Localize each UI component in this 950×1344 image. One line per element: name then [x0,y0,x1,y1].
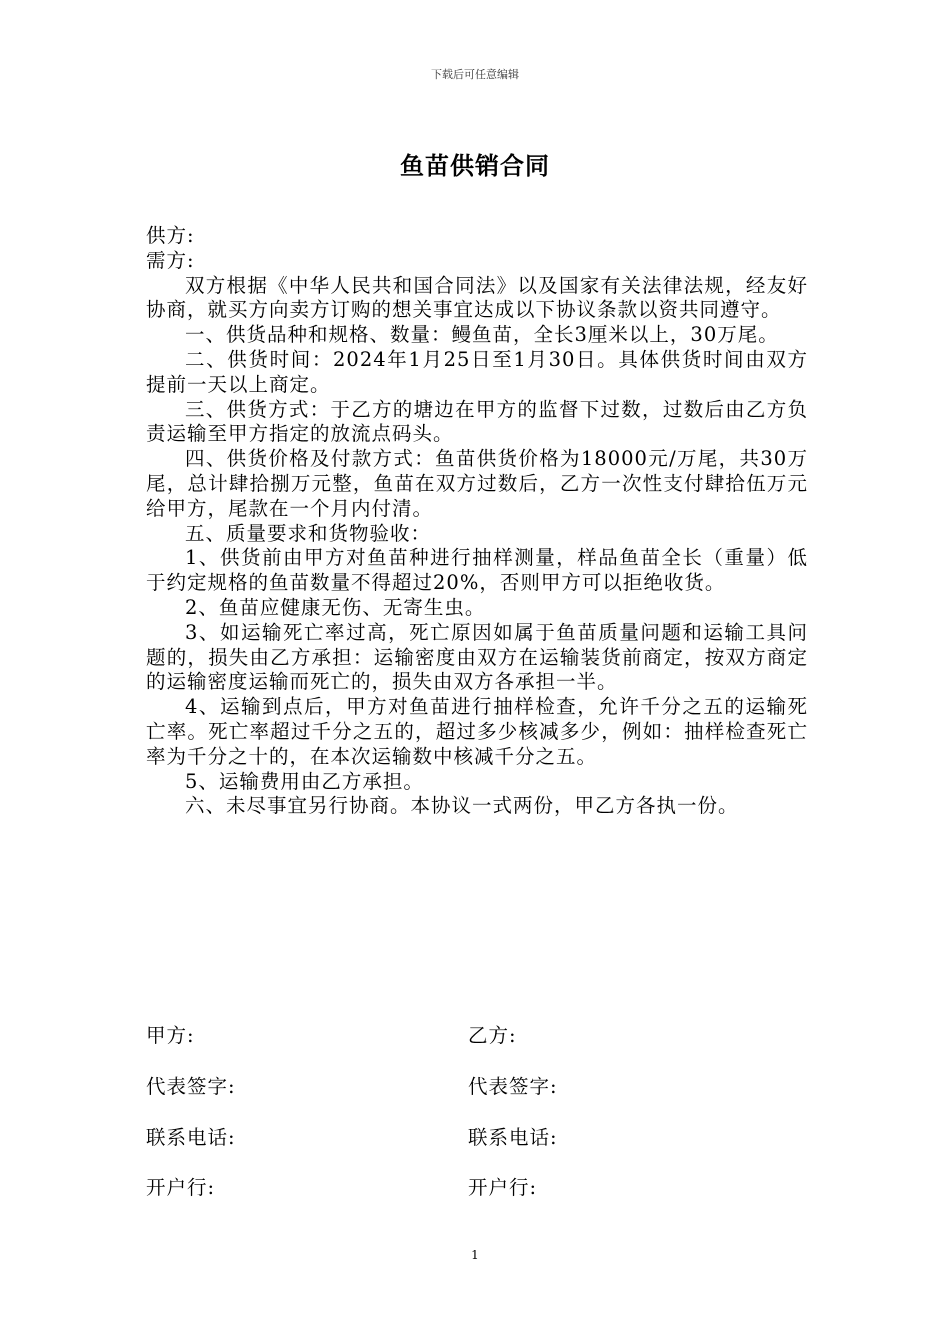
party-a-phone-label: 联系电话: [146,1126,236,1149]
clause-4-price-payment: 四、供货价格及付款方式：鱼苗供货价格为18000元/万尾，共30万尾，总计肆拾捌万元整，鱼苗在双方过数后，乙方一次性支付肆拾伍万元给甲方，尾款在一个月内付清。 [146,447,808,520]
clause-6-misc: 六、未尽事宜另行协商。本协议一式两份，甲乙方各执一份。 [185,794,739,818]
preamble-paragraph: 双方根据《中华人民共和国合同法》以及国家有关法律法规，经友好协商，就买方向卖方订购的想关事宜达成以下协议条款以资共同遵守。 [146,273,808,322]
buyer-label: 需方: [146,248,195,272]
party-b-label: 乙方: [468,1024,517,1047]
clause-2-delivery-time: 二、供货时间：2024年1月25日至1月30日。具体供货时间由双方提前一天以上商定。 [146,347,808,396]
clause-5-item-1: 1、供货前由甲方对鱼苗种进行抽样测量，样品鱼苗全长（重量）低于约定规格的鱼苗数量不得超过20%，否则甲方可以拒绝收货。 [146,546,808,595]
document-title: 鱼苗供销合同 [400,151,550,180]
page-number: 1 [471,1248,479,1262]
supplier-label: 供方: [146,224,195,247]
clause-5-item-4: 4、运输到点后，甲方对鱼苗进行抽样检查，允许千分之五的运输死亡率。死亡率超过千分之五的，超过多少核减多少，例如：抽样检查死亡率为千分之十的，在本次运输数中核减千分之五。 [146,695,808,768]
party-a-bank-label: 开户行: [146,1176,216,1199]
clause-5-item-2: 2、鱼苗应健康无伤、无寄生虫。 [185,595,486,619]
clause-1-product-spec: 一、供货品种和规格、数量：鳗鱼苗，全长3厘米以上，30万尾。 [185,323,779,347]
clause-5-item-3: 3、如运输死亡率过高，死亡原因如属于鱼苗质量问题和运输工具问题的，损失由乙方承担：运输密度由双方在运输装货前商定，按双方商定的运输密度运输而死亡的，损失由双方各承担一半。 [146,620,808,694]
clause-5-item-5: 5、运输费用由乙方承担。 [185,769,424,793]
clause-3-delivery-method: 三、供货方式：于乙方的塘边在甲方的监督下过数，过数后由乙方负责运输至甲方指定的放流点码头。 [146,397,808,446]
contract-body [146,224,808,819]
party-a-label: 甲方: [146,1024,195,1047]
page-header-note: 下载后可任意编辑 [431,68,519,81]
party-a-representative-label: 代表签字: [146,1075,236,1098]
party-b-bank-label: 开户行: [468,1176,538,1199]
party-b-representative-label: 代表签字: [468,1075,558,1098]
party-b-phone-label: 联系电话: [468,1126,558,1149]
clause-5-quality-heading: 五、质量要求和货物验收： [185,521,432,545]
